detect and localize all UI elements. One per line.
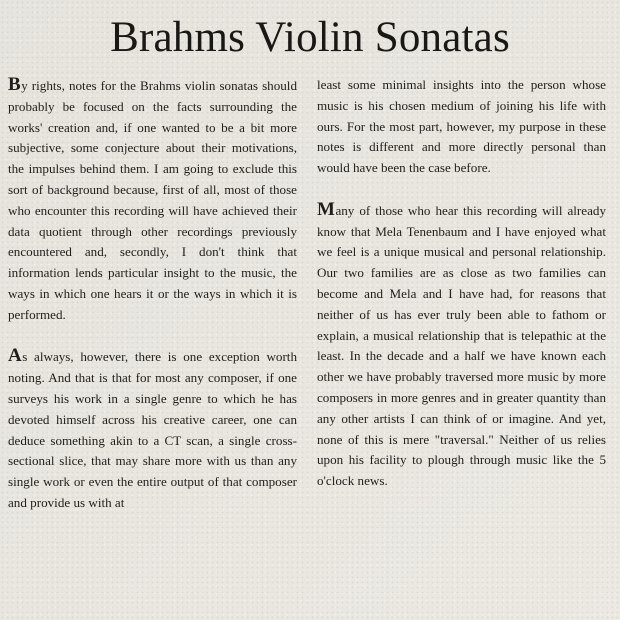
left-column <box>8 75 297 514</box>
paragraph-text: y rights, notes for the Brahms violin sonatas should probably be focused on the facts surrounding the works' creation and, if one wanted to be a bit more subjective, some conjecture about their motivations, the impulses behind them. I am going to exclude this sort of background because, first of all, most of those who encounter this recording will have achieved their data quotient through other recordings previously encountered and, secondly, I don't think that information lends particular insight to the music, the ways in which one hears it or the ways in which it is performed. <box>8 78 297 322</box>
paragraph <box>8 346 297 513</box>
page-title: Brahms Violin Sonatas <box>110 14 510 61</box>
drop-cap: M <box>317 198 335 220</box>
paragraph-text: least some minimal insights into the person whose music is his chosen medium of joining his life with ours. For the most part, however, my purpose in these notes is different and more directly personal than would have been the case before. <box>317 77 606 176</box>
drop-cap: A <box>8 345 22 367</box>
right-column <box>317 75 606 492</box>
paragraph-text: any of those who hear this recording will already know that Mela Tenenbaum and I have enjoyed what we feel is a unique musical and personal relationship. Our two families are as close as two families can become and Mela and I have had, for reasons that neither of us has ever truly been able to fathom or explain, a musical relationship that is telepathic at the least. In the decade and a half we have known each other we have probably traversed more music by more composers in more genres and in greater quantity than any other artists I can think of or imagine. And yet, none of this is mere "traversal." Neither of us relies upon his facility to plough through music like the 5 o'clock news. <box>317 202 606 489</box>
drop-cap: B <box>8 74 21 95</box>
paragraph-text: s always, however, there is one exception worth noting. And that is that for most any composer, if one surveys his work in a single genre to which he has devoted himself across his creative career, one can deduce something akin to a CT scan, a single cross-sectional slice, that may share more with us than any single work or even the entire output of that composer and provide us with at <box>8 349 297 510</box>
paragraph <box>317 200 606 492</box>
paragraph <box>317 75 606 179</box>
paragraph <box>8 75 297 326</box>
